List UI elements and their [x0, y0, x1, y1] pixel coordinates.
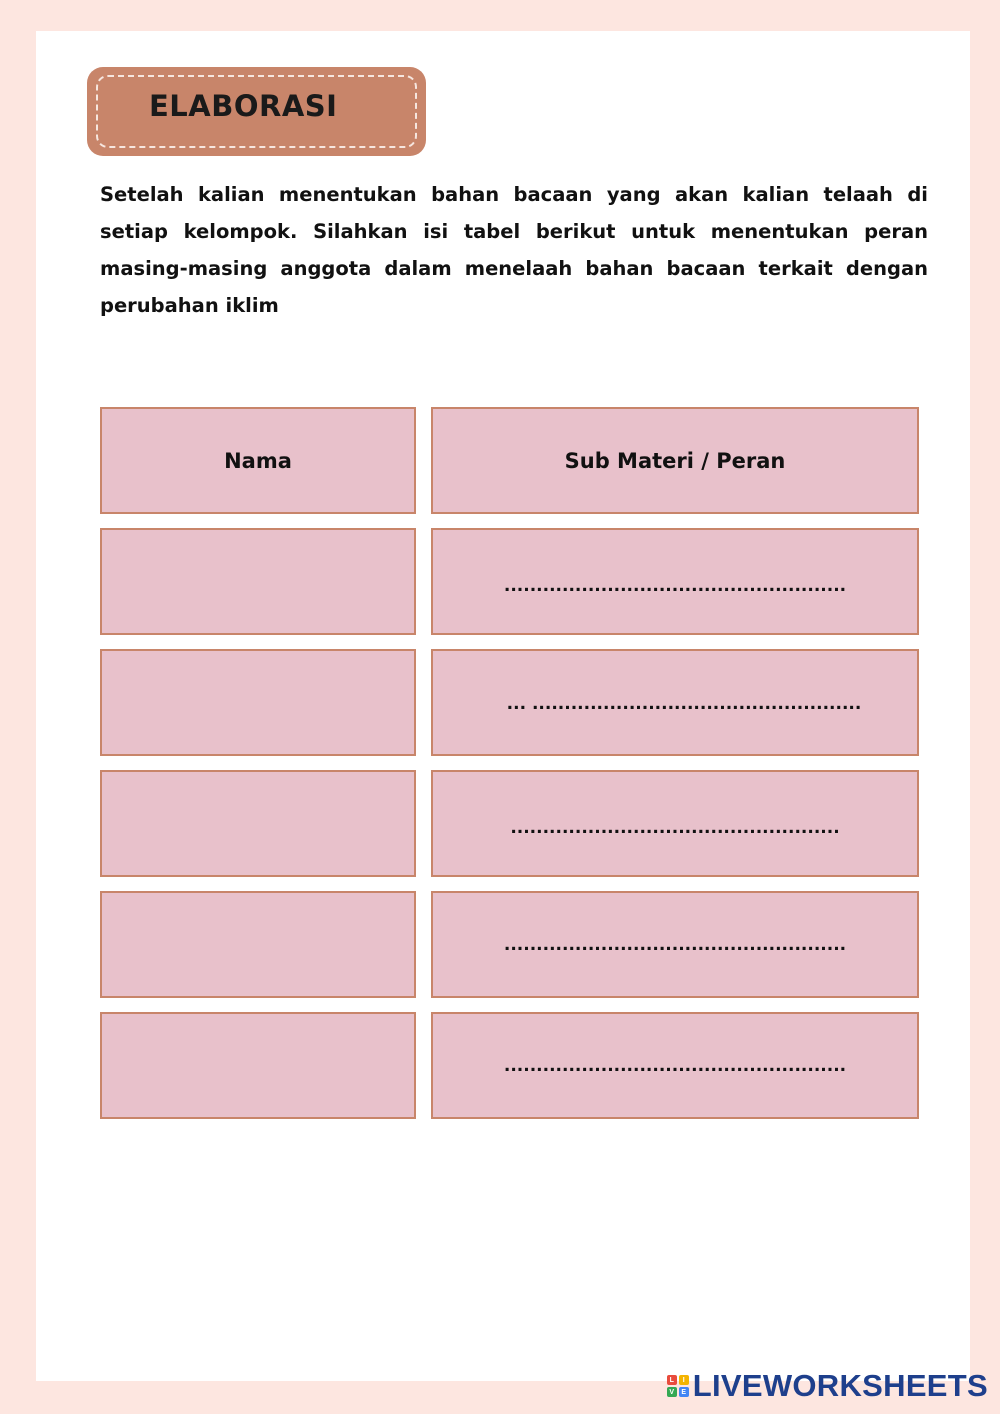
peran-dotted-line: ..................................................... [503, 575, 847, 596]
logo-grid-icon [667, 1375, 689, 1397]
peran-dotted-line: ................................................... [510, 817, 840, 838]
peran-cell-4 [431, 891, 919, 998]
peran-dotted-line: ..................................................... [503, 934, 847, 955]
logo-letter-v: V [667, 1387, 677, 1397]
peran-cell-1 [431, 528, 919, 635]
header-nama [100, 407, 416, 514]
nama-input-cell-1[interactable] [100, 528, 416, 635]
nama-input-cell-3[interactable] [100, 770, 416, 877]
header-sub-materi-peran [431, 407, 919, 514]
brand-name: LIVEWORKSHEETS [692, 1368, 988, 1403]
peran-dotted-line: ..................................................... [503, 1055, 847, 1076]
header-peran-label: Sub Materi / Peran [564, 448, 786, 473]
peran-dotted-line: ... ................................................... [506, 693, 862, 714]
peran-cell-5 [431, 1012, 919, 1119]
peran-cell-3 [431, 770, 919, 877]
title-badge [87, 67, 426, 156]
logo-letter-e: E [679, 1387, 689, 1397]
page-title: ELABORASI [149, 89, 338, 123]
logo-letter-l: L [667, 1375, 677, 1385]
instructions-text: Setelah kalian menentukan bahan bacaan yang akan kalian telaah di setiap kelompok. Silahkan isi tabel berikut untuk menentukan peran masing-masing anggota dalam menelaah bahan bacaan terkait dengan perubahan iklim [100, 183, 928, 317]
liveworksheets-logo[interactable] [667, 1368, 988, 1404]
logo-letter-i: I [679, 1375, 689, 1385]
peran-cell-2 [431, 649, 919, 756]
nama-input-cell-5[interactable] [100, 1012, 416, 1119]
nama-input-cell-4[interactable] [100, 891, 416, 998]
nama-input-cell-2[interactable] [100, 649, 416, 756]
header-nama-label: Nama [224, 448, 292, 473]
